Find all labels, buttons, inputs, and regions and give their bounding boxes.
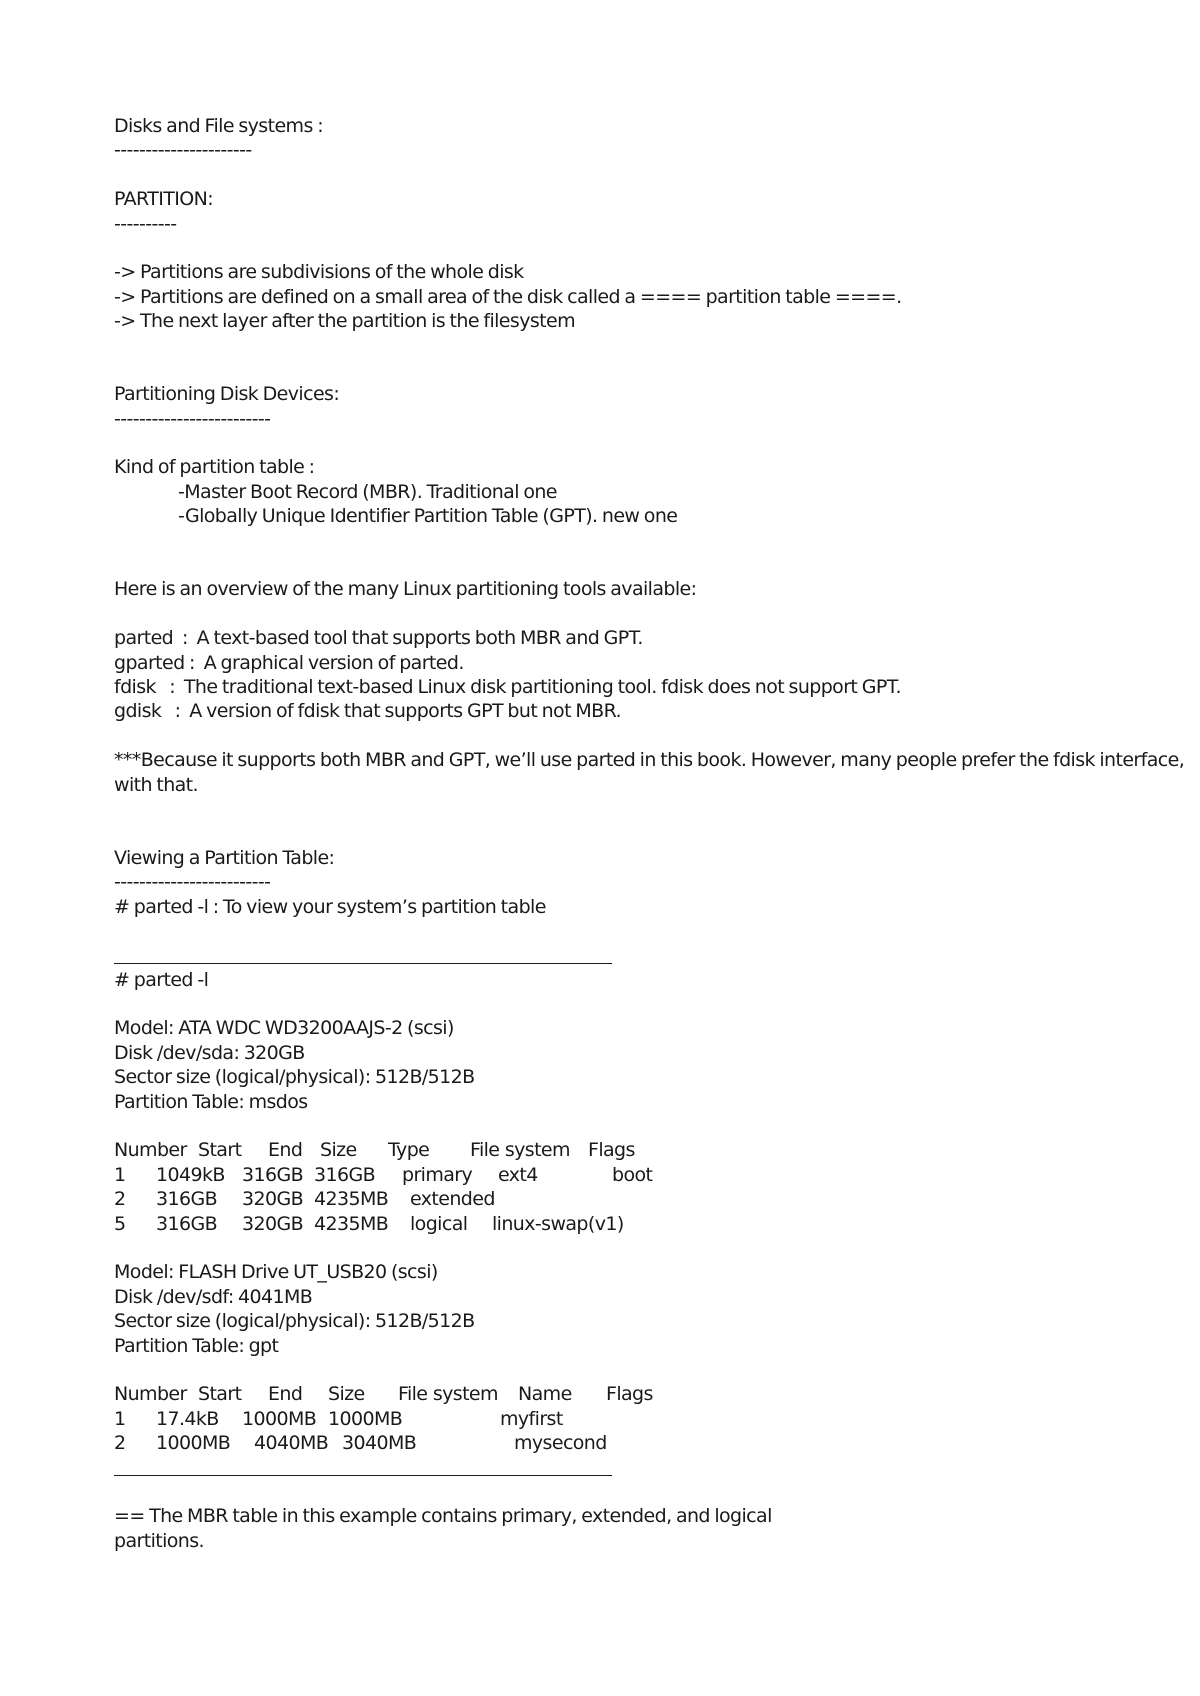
conclusion-text: == The MBR table in this example contains primary, extended, and logical [114,1505,772,1528]
table-cell: boot [612,1163,653,1186]
table-cell: 1 [114,1163,126,1186]
header-cell: Number [114,1139,187,1162]
example-command: # parted -l [114,968,209,991]
spacer [114,553,1200,577]
title-underline: ---------------------- [114,139,252,162]
document-page [114,114,1200,1553]
partition-point: -> Partitions are subdivisions of the whole disk [114,261,524,284]
table-row [114,1187,1200,1211]
spacer [114,797,1200,821]
table-cell: 1049kB [156,1163,225,1186]
spacer [114,334,1200,358]
spacer [114,602,1200,626]
partition-point: -> Partitions are defined on a small area of the disk called a ==== partition table ====. [114,285,902,308]
table-cell: 1000MB [328,1407,403,1430]
partitioning-heading: Partitioning Disk Devices: [114,383,340,406]
table-cell: 2 [114,1188,126,1211]
spacer [114,919,1200,943]
header-cell: Start [198,1383,242,1406]
partition-heading: PARTITION: [114,188,214,211]
table-cell: 1000MB [242,1407,317,1430]
partition-point: -> The next layer after the partition is the filesystem [114,310,575,333]
header-cell: Flags [588,1139,635,1162]
header-cell: Flags [606,1383,653,1406]
header-cell: Size [320,1139,357,1162]
table-cell: 316GB [156,1212,218,1235]
table-row [114,1212,1200,1236]
table-cell: 320GB [242,1188,304,1211]
disk2-table-header [114,1382,1200,1406]
header-cell: File system [470,1139,570,1162]
spacer [114,1114,1200,1138]
disk1-sector: Sector size (logical/physical): 512B/512B [114,1066,475,1089]
spacer [114,1358,1200,1382]
table-cell: 4235MB [314,1188,389,1211]
spacer [114,1480,1200,1504]
viewing-underline: ------------------------- [114,871,271,894]
tool-item: gparted : A graphical version of parted. [114,651,464,674]
table-cell: mysecond [514,1432,607,1455]
table-cell: extended [410,1188,495,1211]
table-cell: 316GB [242,1163,304,1186]
disk1-model: Model: ATA WDC WD3200AAJS-2 (scsi) [114,1017,454,1040]
table-row [114,1407,1200,1431]
table-cell: logical [410,1212,468,1235]
table-cell: 4235MB [314,1212,389,1235]
disk2-table: Partition Table: gpt [114,1334,279,1357]
table-cell: 316GB [314,1163,376,1186]
spacer [114,821,1200,845]
table-cell: 1000MB [156,1432,231,1455]
spacer [114,724,1200,748]
tool-item: gdisk : A version of fdisk that supports GPT but not MBR. [114,700,621,723]
disk1-table-header [114,1138,1200,1162]
table-row [114,1163,1200,1187]
partition-underline: ---------- [114,212,177,235]
overview-intro: Here is an overview of the many Linux partitioning tools available: [114,578,697,601]
table-row [114,1431,1200,1455]
header-cell: Type [388,1139,430,1162]
table-cell: 320GB [242,1212,304,1235]
table-cell: 316GB [156,1188,218,1211]
horizontal-rule [114,943,1200,967]
conclusion-text: partitions. [114,1529,204,1552]
header-cell: Start [198,1139,242,1162]
disk2-disk: Disk /dev/sdf: 4041MB [114,1285,313,1308]
header-cell: Name [518,1383,572,1406]
header-cell: End [268,1383,303,1406]
disk1-table: Partition Table: msdos [114,1090,308,1113]
table-cell: linux-swap(v1) [492,1212,624,1235]
table-cell: 5 [114,1212,126,1235]
table-cell: 17.4kB [156,1407,219,1430]
spacer [114,163,1200,187]
table-cell: 2 [114,1432,126,1455]
viewing-heading: Viewing a Partition Table: [114,846,335,869]
spacer [114,1236,1200,1260]
spacer [114,236,1200,260]
note-text: ***Because it supports both MBR and GPT, we’ll use parted in this book. However, many people prefer the fdisk interface, [114,749,1185,772]
kind-item: -Globally Unique Identifier Partition Table (GPT). new one [178,505,678,528]
disk1-disk: Disk /dev/sda: 320GB [114,1041,305,1064]
spacer [114,358,1200,382]
tool-item: parted : A text-based tool that supports both MBR and GPT. [114,627,643,650]
table-cell: 1 [114,1407,126,1430]
spacer [114,529,1200,553]
kind-item: -Master Boot Record (MBR). Traditional one [178,480,557,503]
spacer [114,431,1200,455]
table-cell: ext4 [498,1163,538,1186]
table-cell: primary [402,1163,473,1186]
table-cell: myfirst [500,1407,563,1430]
header-cell: Size [328,1383,365,1406]
viewing-command: # parted -l : To view your system’s partition table [114,895,546,918]
page-title: Disks and File systems : [114,115,323,137]
spacer [114,992,1200,1016]
disk2-sector: Sector size (logical/physical): 512B/512B [114,1310,475,1333]
header-cell: End [268,1139,303,1162]
kind-heading: Kind of partition table : [114,456,315,479]
disk2-model: Model: FLASH Drive UT_USB20 (scsi) [114,1261,438,1284]
table-cell: 4040MB [254,1432,329,1455]
table-cell: 3040MB [342,1432,417,1455]
note-text: with that. [114,773,198,796]
horizontal-rule [114,1455,1200,1479]
tool-item: fdisk : The traditional text-based Linux disk partitioning tool. fdisk does not support GPT. [114,675,901,698]
header-cell: File system [398,1383,498,1406]
header-cell: Number [114,1383,187,1406]
partitioning-underline: ------------------------- [114,407,271,430]
